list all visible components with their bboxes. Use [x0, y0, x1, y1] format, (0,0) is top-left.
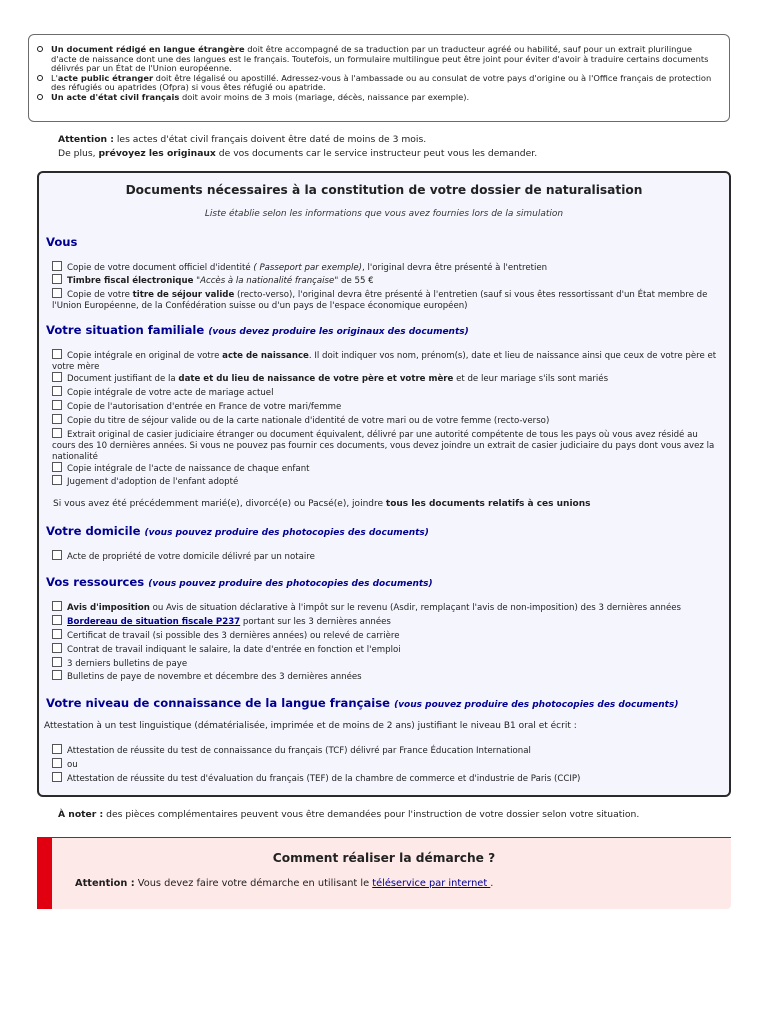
checklist-item: Acte de propriété de votre domicile délivré par un notaire [52, 550, 719, 563]
checkbox[interactable] [52, 758, 62, 768]
checklist-item: Copie de l'autorisation d'entrée en France de votre mari/femme [52, 400, 719, 413]
section-vous-heading: Vous [46, 235, 78, 249]
checkbox[interactable] [52, 629, 62, 639]
checklist-item: Jugement d'adoption de l'enfant adopté [52, 475, 719, 488]
a-noter-note: À noter : des pièces complémentaires peuvent vous être demandées pour l'instruction de votre dossier selon votre situation. [58, 809, 640, 820]
section-langue-heading: Votre niveau de connaissance de la langue française (vous pouvez produire des photocopies des documents) [46, 696, 679, 710]
demarche-title: Comment réaliser la démarche ? [272, 851, 496, 865]
panel-subtitle: Liste établie selon les informations que vous avez fournies lors de la simulation [204, 209, 564, 219]
checkbox[interactable] [52, 643, 62, 653]
checkbox[interactable] [52, 414, 62, 424]
checkbox[interactable] [52, 428, 62, 438]
section-famille-heading: Votre situation familiale (vous devez produire les originaux des documents) [46, 323, 469, 337]
checkbox[interactable] [52, 261, 62, 271]
checkbox[interactable] [52, 670, 62, 680]
unions-note: Si vous avez été précédemment marié(e), divorcé(e) ou Pacsé(e), joindre tous les documents relatifs à ces unions [53, 499, 591, 509]
notice-box [28, 34, 730, 122]
panel-title: Documents nécessaires à la constitution de votre dossier de naturalisation [125, 183, 643, 197]
teleservice-link[interactable]: téléservice par internet [372, 878, 491, 889]
checklist-item: Attestation de réussite du test de connaissance du français (TCF) délivré par France Éducation International [52, 744, 719, 757]
checklist-item: Certificat de travail (si possible des 3 dernières années) ou relevé de carrière [52, 629, 719, 642]
checklist-item: Document justifiant de la date et du lieu de naissance de votre père et votre mère et de leur mariage s'ils sont mariés [52, 372, 719, 385]
bordereau-link[interactable]: Bordereau de situation fiscale P237 [67, 617, 241, 627]
checklist-item: Copie de votre titre de séjour valide (recto-verso), l'original devra être présenté à l'entretien (sauf si vous êtes ressortissant d'un État membre de l'Union Européenne, de la Confédération suisse ou d'un pays de l'espace économique européen) [52, 290, 708, 311]
checkbox[interactable] [52, 274, 62, 284]
documents-panel [37, 171, 731, 797]
checklist-item: Extrait original de casier judiciaire étranger ou document équivalent, délivré par une autorité compétente de tous les pays où vous avez résidé au cours des 10 dernières années. Si vous ne pouvez pas fournir ces documents, vous devez joindre un extrait de casier judiciaire du pays dont vous avez la nationalité [52, 430, 715, 462]
checkbox[interactable] [52, 744, 62, 754]
originals-note: De plus, prévoyez les originaux de vos documents car le service instructeur peut vous les demander. [58, 148, 538, 159]
notice-item: Un document rédigé en langue étrangère doit être accompagné de sa traduction par un traducteur agréé ou habilité, sauf pour un extrait plurilingue d'acte de naissance dont une des langues est le français. Toutefois, un formulaire multilingue peut être joint pour éviter d'avoir à traduire certains documents délivrés par un État de l'Union européenne. [37, 45, 719, 74]
checkbox[interactable] [52, 462, 62, 472]
checkbox[interactable] [52, 550, 62, 560]
section-domicile-heading: Votre domicile (vous pouvez produire des photocopies des documents) [46, 524, 429, 538]
checklist-item: Avis d'imposition ou Avis de situation déclarative à l'impôt sur le revenu (Asdir, remplaçant l'avis de non-imposition) des 3 dernières années [52, 601, 719, 614]
checklist-item: Bordereau de situation fiscale P237 portant sur les 3 dernières années [52, 615, 719, 628]
checkbox[interactable] [52, 657, 62, 667]
checklist-item: Copie du titre de séjour valide ou de la carte nationale d'identité de votre mari ou de votre femme (recto-verso) [52, 414, 719, 427]
accent-bar [37, 837, 52, 909]
checklist-item: ou [52, 758, 719, 771]
checkbox[interactable] [52, 349, 62, 359]
divider [37, 837, 731, 838]
checkbox[interactable] [52, 475, 62, 485]
checkbox[interactable] [52, 601, 62, 611]
checklist-item: Timbre fiscal électronique "Accès à la nationalité française" de 55 € [52, 274, 719, 287]
checklist-item: 3 derniers bulletins de paye [52, 657, 719, 670]
bullet-icon [37, 46, 43, 52]
demarche-panel [37, 837, 731, 909]
checklist-item: Bulletins de paye de novembre et décembre des 3 dernières années [52, 670, 719, 683]
checkbox[interactable] [52, 772, 62, 782]
notice-item: L'acte public étranger doit être légalisé ou apostillé. Adressez-vous à l'ambassade ou au consulat de votre pays d'origine ou à l'Office français de protection des réfugiés ou apatrides (Ofpra) si vous êtes réfugié ou apatride. [37, 74, 719, 93]
checkbox[interactable] [52, 400, 62, 410]
checkbox[interactable] [52, 288, 62, 298]
demarche-text: Attention : Vous devez faire votre démarche en utilisant le téléservice par internet . [75, 878, 494, 889]
checklist-item: Copie intégrale de votre acte de mariage actuel [52, 386, 719, 399]
checkbox[interactable] [52, 386, 62, 396]
checkbox[interactable] [52, 615, 62, 625]
section-ressources-heading: Vos ressources (vous pouvez produire des photocopies des documents) [46, 575, 433, 589]
checklist-item: Copie intégrale en original de votre acte de naissance. Il doit indiquer vos nom, prénom(s), date et lieu de naissance ainsi que ceux de votre père et votre mère [52, 351, 717, 372]
langue-intro: Attestation à un test linguistique (dématérialisée, imprimée et de moins de 2 ans) justifiant le niveau B1 oral et écrit : [44, 721, 577, 731]
attention-note: Attention : les actes d'état civil français doivent être daté de moins de 3 mois. [58, 134, 427, 145]
checkbox[interactable] [52, 372, 62, 382]
checklist-item: Attestation de réussite du test d'évaluation du français (TEF) de la chambre de commerce et d'industrie de Paris (CCIP) [52, 772, 719, 785]
bullet-icon [37, 94, 43, 100]
notice-item: Un acte d'état civil français doit avoir moins de 3 mois (mariage, décès, naissance par exemple). [37, 93, 719, 103]
bullet-icon [37, 75, 43, 81]
checklist-item: Copie intégrale de l'acte de naissance de chaque enfant [52, 462, 719, 475]
checklist-item: Contrat de travail indiquant le salaire, la date d'entrée en fonction et l'emploi [52, 643, 719, 656]
checklist-item: Copie de votre document officiel d'identité ( Passeport par exemple), l'original devra être présenté à l'entretien [52, 261, 719, 274]
